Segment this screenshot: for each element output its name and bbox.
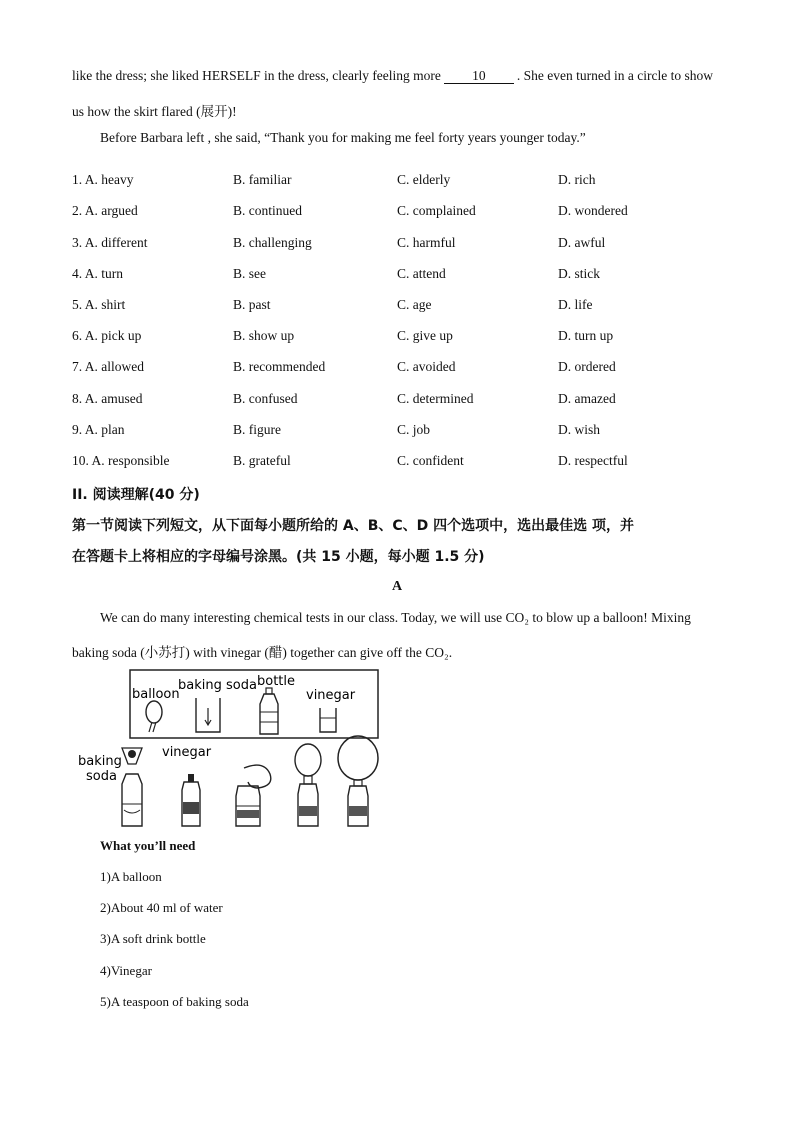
section-heading: II. 阅读理解(40 分) — [72, 487, 200, 503]
passage-text: . She even turned in a circle to show — [516, 68, 713, 83]
option-b: B. confused — [233, 391, 298, 406]
experiment-illustration — [74, 664, 380, 830]
option-a: 5. A. shirt — [72, 297, 126, 312]
option-c: C. determined — [397, 391, 474, 406]
option-b: B. figure — [233, 422, 281, 437]
question-row — [72, 297, 732, 315]
option-c: C. attend — [397, 266, 446, 281]
option-a: 9. A. plan — [72, 422, 125, 437]
passage-a-line-1: We can do many interesting chemical tests in our class. Today, we will use CO₂ to blow up a balloon! Mixing — [100, 610, 691, 625]
needs-title: What you’ll need — [100, 838, 196, 853]
needs-item: 4)Vinegar — [100, 963, 152, 978]
option-a: 2. A. argued — [72, 203, 138, 218]
option-c: C. elderly — [397, 172, 451, 187]
vinegar-cup-icon — [320, 708, 336, 732]
passage-line-3: Before Barbara left , she said, “Thank you for making me feel forty years younger today.” — [100, 130, 586, 145]
label-vinegar-step: vinegar — [162, 745, 212, 760]
option-d: D. awful — [558, 235, 606, 250]
passage-a-line-2: baking soda (小苏打) with vinegar (醋) together can give off the CO₂. — [72, 645, 453, 660]
needs-item: 3)A soft drink bottle — [100, 931, 206, 946]
option-b: B. challenging — [233, 235, 312, 250]
question-row — [72, 359, 732, 377]
option-d: D. stick — [558, 266, 600, 281]
option-c: C. confident — [397, 453, 464, 468]
option-b: B. grateful — [233, 453, 291, 468]
option-a: 1. A. heavy — [72, 172, 134, 187]
question-row — [72, 453, 732, 471]
blank-10: 10 — [444, 69, 514, 84]
beaker-icon — [196, 698, 220, 732]
option-b: B. past — [233, 297, 271, 312]
label-baking-soda: baking soda — [178, 678, 257, 693]
label-balloon: balloon — [132, 687, 180, 702]
option-b: B. show up — [233, 328, 295, 343]
option-a: 4. A. turn — [72, 266, 124, 281]
section-instruction-2: 在答题卡上将相应的字母编号涂黑。(共 15 小题，每小题 1.5 分) — [72, 549, 485, 565]
option-d: D. life — [558, 297, 593, 312]
passage-text: like the dress; she liked HERSELF in the dress, clearly feeling more — [72, 68, 441, 83]
option-d: D. wondered — [558, 203, 628, 218]
needs-item: 2)About 40 ml of water — [100, 900, 223, 915]
section-instruction-1: 第一节阅读下列短文，从下面每小题所给的 A、B、C、D 四个选项中，选出最佳选 项，并 — [72, 518, 635, 534]
option-c: C. age — [397, 297, 432, 312]
question-row — [72, 172, 732, 190]
option-d: D. wish — [558, 422, 601, 437]
needs-item: 5)A teaspoon of baking soda — [100, 994, 249, 1009]
question-row — [72, 235, 732, 253]
question-row — [72, 203, 732, 221]
option-b: B. familiar — [233, 172, 292, 187]
needs-item: 1)A balloon — [100, 869, 162, 884]
passage-line-1 — [72, 68, 713, 84]
balloon-icon — [146, 701, 162, 732]
label-baking: baking — [78, 754, 122, 769]
option-b: B. see — [233, 266, 266, 281]
option-c: C. complained — [397, 203, 476, 218]
option-d: D. turn up — [558, 328, 614, 343]
option-a: 3. A. different — [72, 235, 148, 250]
option-b: B. continued — [233, 203, 302, 218]
question-row — [72, 266, 732, 284]
step-5-bottle-icon — [338, 736, 378, 826]
option-a: 6. A. pick up — [72, 328, 142, 343]
option-c: C. job — [397, 422, 431, 437]
option-a: 7. A. allowed — [72, 359, 144, 374]
label-vinegar: vinegar — [306, 688, 356, 703]
option-a: 8. A. amused — [72, 391, 143, 406]
question-row — [72, 391, 732, 409]
passage-line-2: us how the skirt flared (展开)! — [72, 104, 237, 119]
step-3-bottle-icon — [236, 765, 271, 826]
option-d: D. amazed — [558, 391, 616, 406]
label-soda: soda — [86, 769, 117, 784]
bottle-icon — [260, 688, 278, 734]
question-row — [72, 328, 732, 346]
label-bottle: bottle — [257, 674, 296, 689]
option-b: B. recommended — [233, 359, 326, 374]
step-4-bottle-icon — [295, 744, 321, 826]
step-1-bottle-icon — [122, 748, 142, 826]
option-d: D. ordered — [558, 359, 616, 374]
option-a: 10. A. responsible — [72, 453, 170, 468]
passage-letter: A — [391, 579, 403, 594]
option-c: C. give up — [397, 328, 453, 343]
option-d: D. rich — [558, 172, 596, 187]
option-c: C. harmful — [397, 235, 456, 250]
option-c: C. avoided — [397, 359, 456, 374]
question-row — [72, 422, 732, 440]
step-2-bottle-icon — [182, 774, 200, 826]
option-d: D. respectful — [558, 453, 628, 468]
